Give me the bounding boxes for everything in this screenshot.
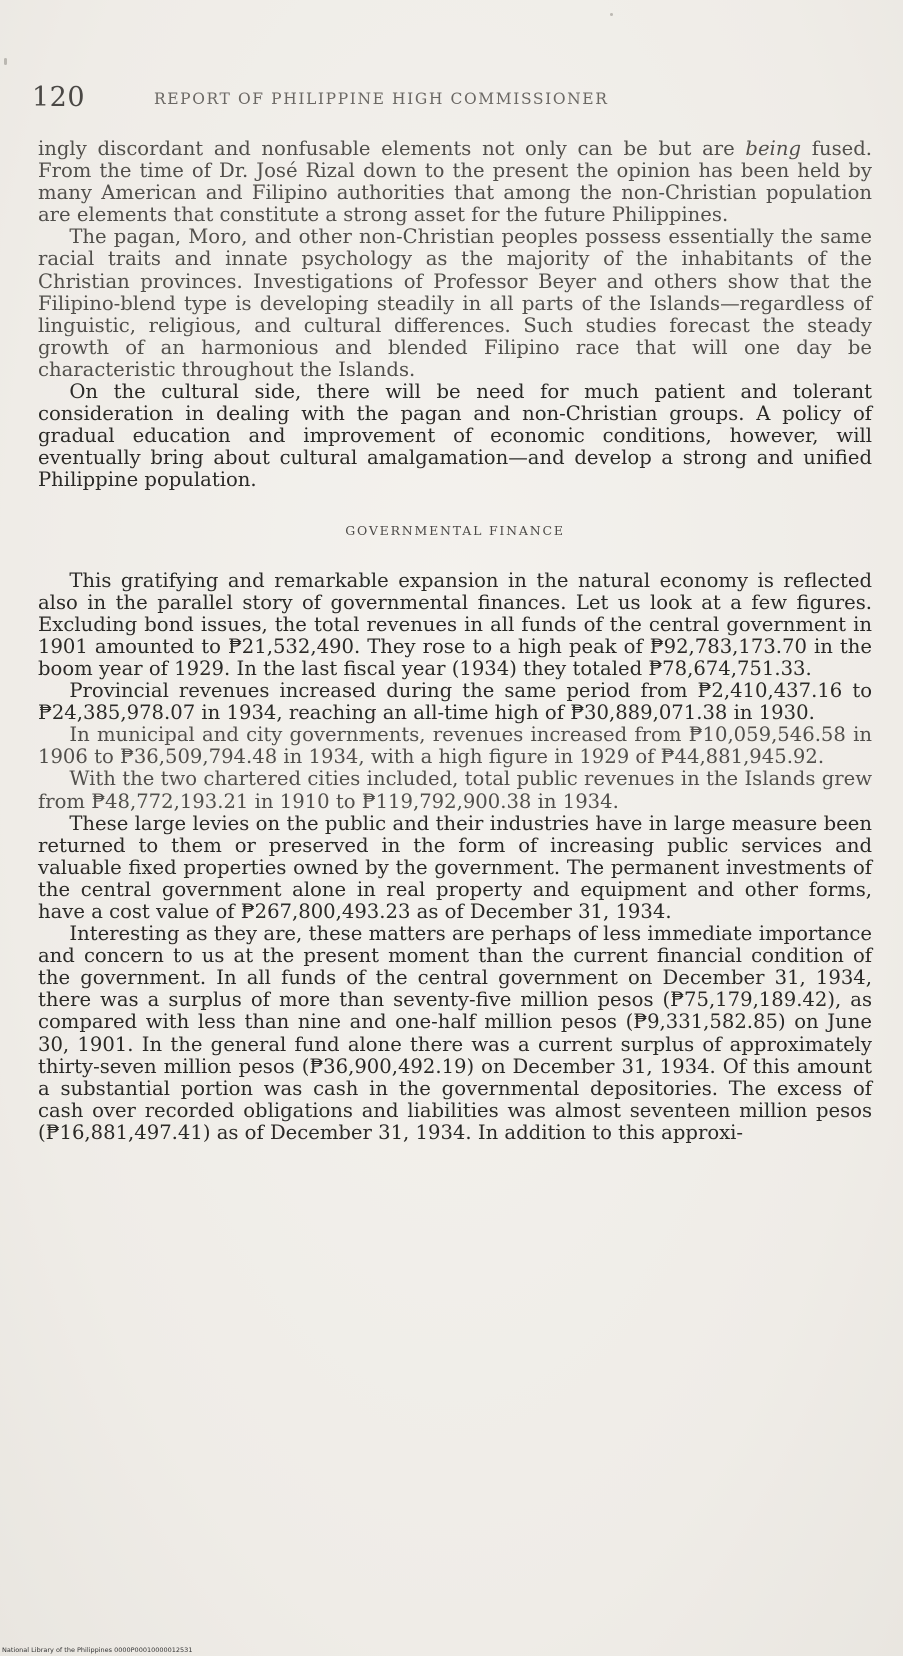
page-number: 120 [32,82,86,113]
scan-source-footer: National Library of the Philippines 0000P00010000012531 [2,1646,193,1654]
paragraph: This gratifying and remarkable expansion in the natural economy is reflected also in the parallel story of governmental finances. Let us look at a few figures. Excluding bond issues, the total revenues in all funds of the central government in 1901 amounted to ₱21,532,490. They rose to a high peak of ₱92,783,173.70 in the boom year of 1929. In the last fiscal year (1934) they totaled ₱78,674,751.33. [38,568,872,680]
paragraph: Interesting as they are, these matters are perhaps of less immediate importance and concern to us at the present moment than the current financial condition of the government. In all funds of the central government on December 31, 1934, there was a surplus of more than seventy-five million pesos (₱75,179,189.42), as compared with less than nine and one-half million pesos (₱9,331,582.85) on June 30, 1901. In the general fund alone there was a current surplus of approximately thirty-seven million pesos (₱36,900,492.19) on December 31, 1934. Of this amount a substantial portion was cash in the governmental depositories. The excess of cash over recorded obligations and liabilities was almost seventeen million pesos (₱16,881,497.41) as of December 31, 1934. In addition to this approxi- [38,922,872,1144]
paragraph: The pagan, Moro, and other non-Christian peoples possess essentially the same racial traits and innate psychology as the majority of the inhabitants of the Christian provinces. Investigations of Professor Beyer and others show that the Filipino-blend type is developing steadily in all parts of the Islands—regardless of linguistic, religious, and cultural differences. Such studies forecast the steady growth of an harmonious and blended Filipino race that will one day be characteristic throughout the Islands. [38,225,872,381]
paragraph: On the cultural side, there will be need for much patient and tolerant consideration in dealing with the pagan and non-Christian groups. A policy of gradual education and improvement of economic conditions, however, will eventually bring about cultural amalgamation—and develop a strong and unified Philippine population. [38,380,872,492]
body-text [38,138,872,1144]
paragraph: With the two chartered cities included, total public revenues in the Islands grew from ₱48,772,193.21 in 1910 to ₱119,792,900.38 in 1934. [38,767,872,813]
emphasis: being [745,137,801,160]
paragraph: In municipal and city governments, revenues increased from ₱10,059,546.58 in 1906 to ₱36,509,794.48 in 1934, with a high figure in 1929 of ₱44,881,945.92. [38,723,872,769]
page-header [32,82,872,122]
running-head: REPORT OF PHILIPPINE HIGH COMMISSIONER [154,90,609,108]
scan-speck [610,13,613,16]
paragraph: These large levies on the public and their industries have in large measure been returned to them or preserved in the form of increasing public services and valuable fixed properties owned by the government. The permanent investments of the central government alone in real property and equipment and other forms, have a cost value of ₱267,800,493.23 as of December 31, 1934. [38,811,872,923]
section-title: GOVERNMENTAL FINANCE [345,522,565,538]
scan-speck [4,58,7,65]
paragraph: ingly discordant and nonfusable elements not only can be but are being fused. From the time of Dr. José Rizal down to the present the opinion has been held by many American and Filipino authorities that among the non-Christian population are elements that constitute a strong asset for the future Philippines. [38,137,872,227]
paragraph: Provincial revenues increased during the same period from ₱2,410,437.16 to ₱24,385,978.07 in 1934, reaching an all-time high of ₱30,889,071.38 in 1930. [38,679,872,725]
